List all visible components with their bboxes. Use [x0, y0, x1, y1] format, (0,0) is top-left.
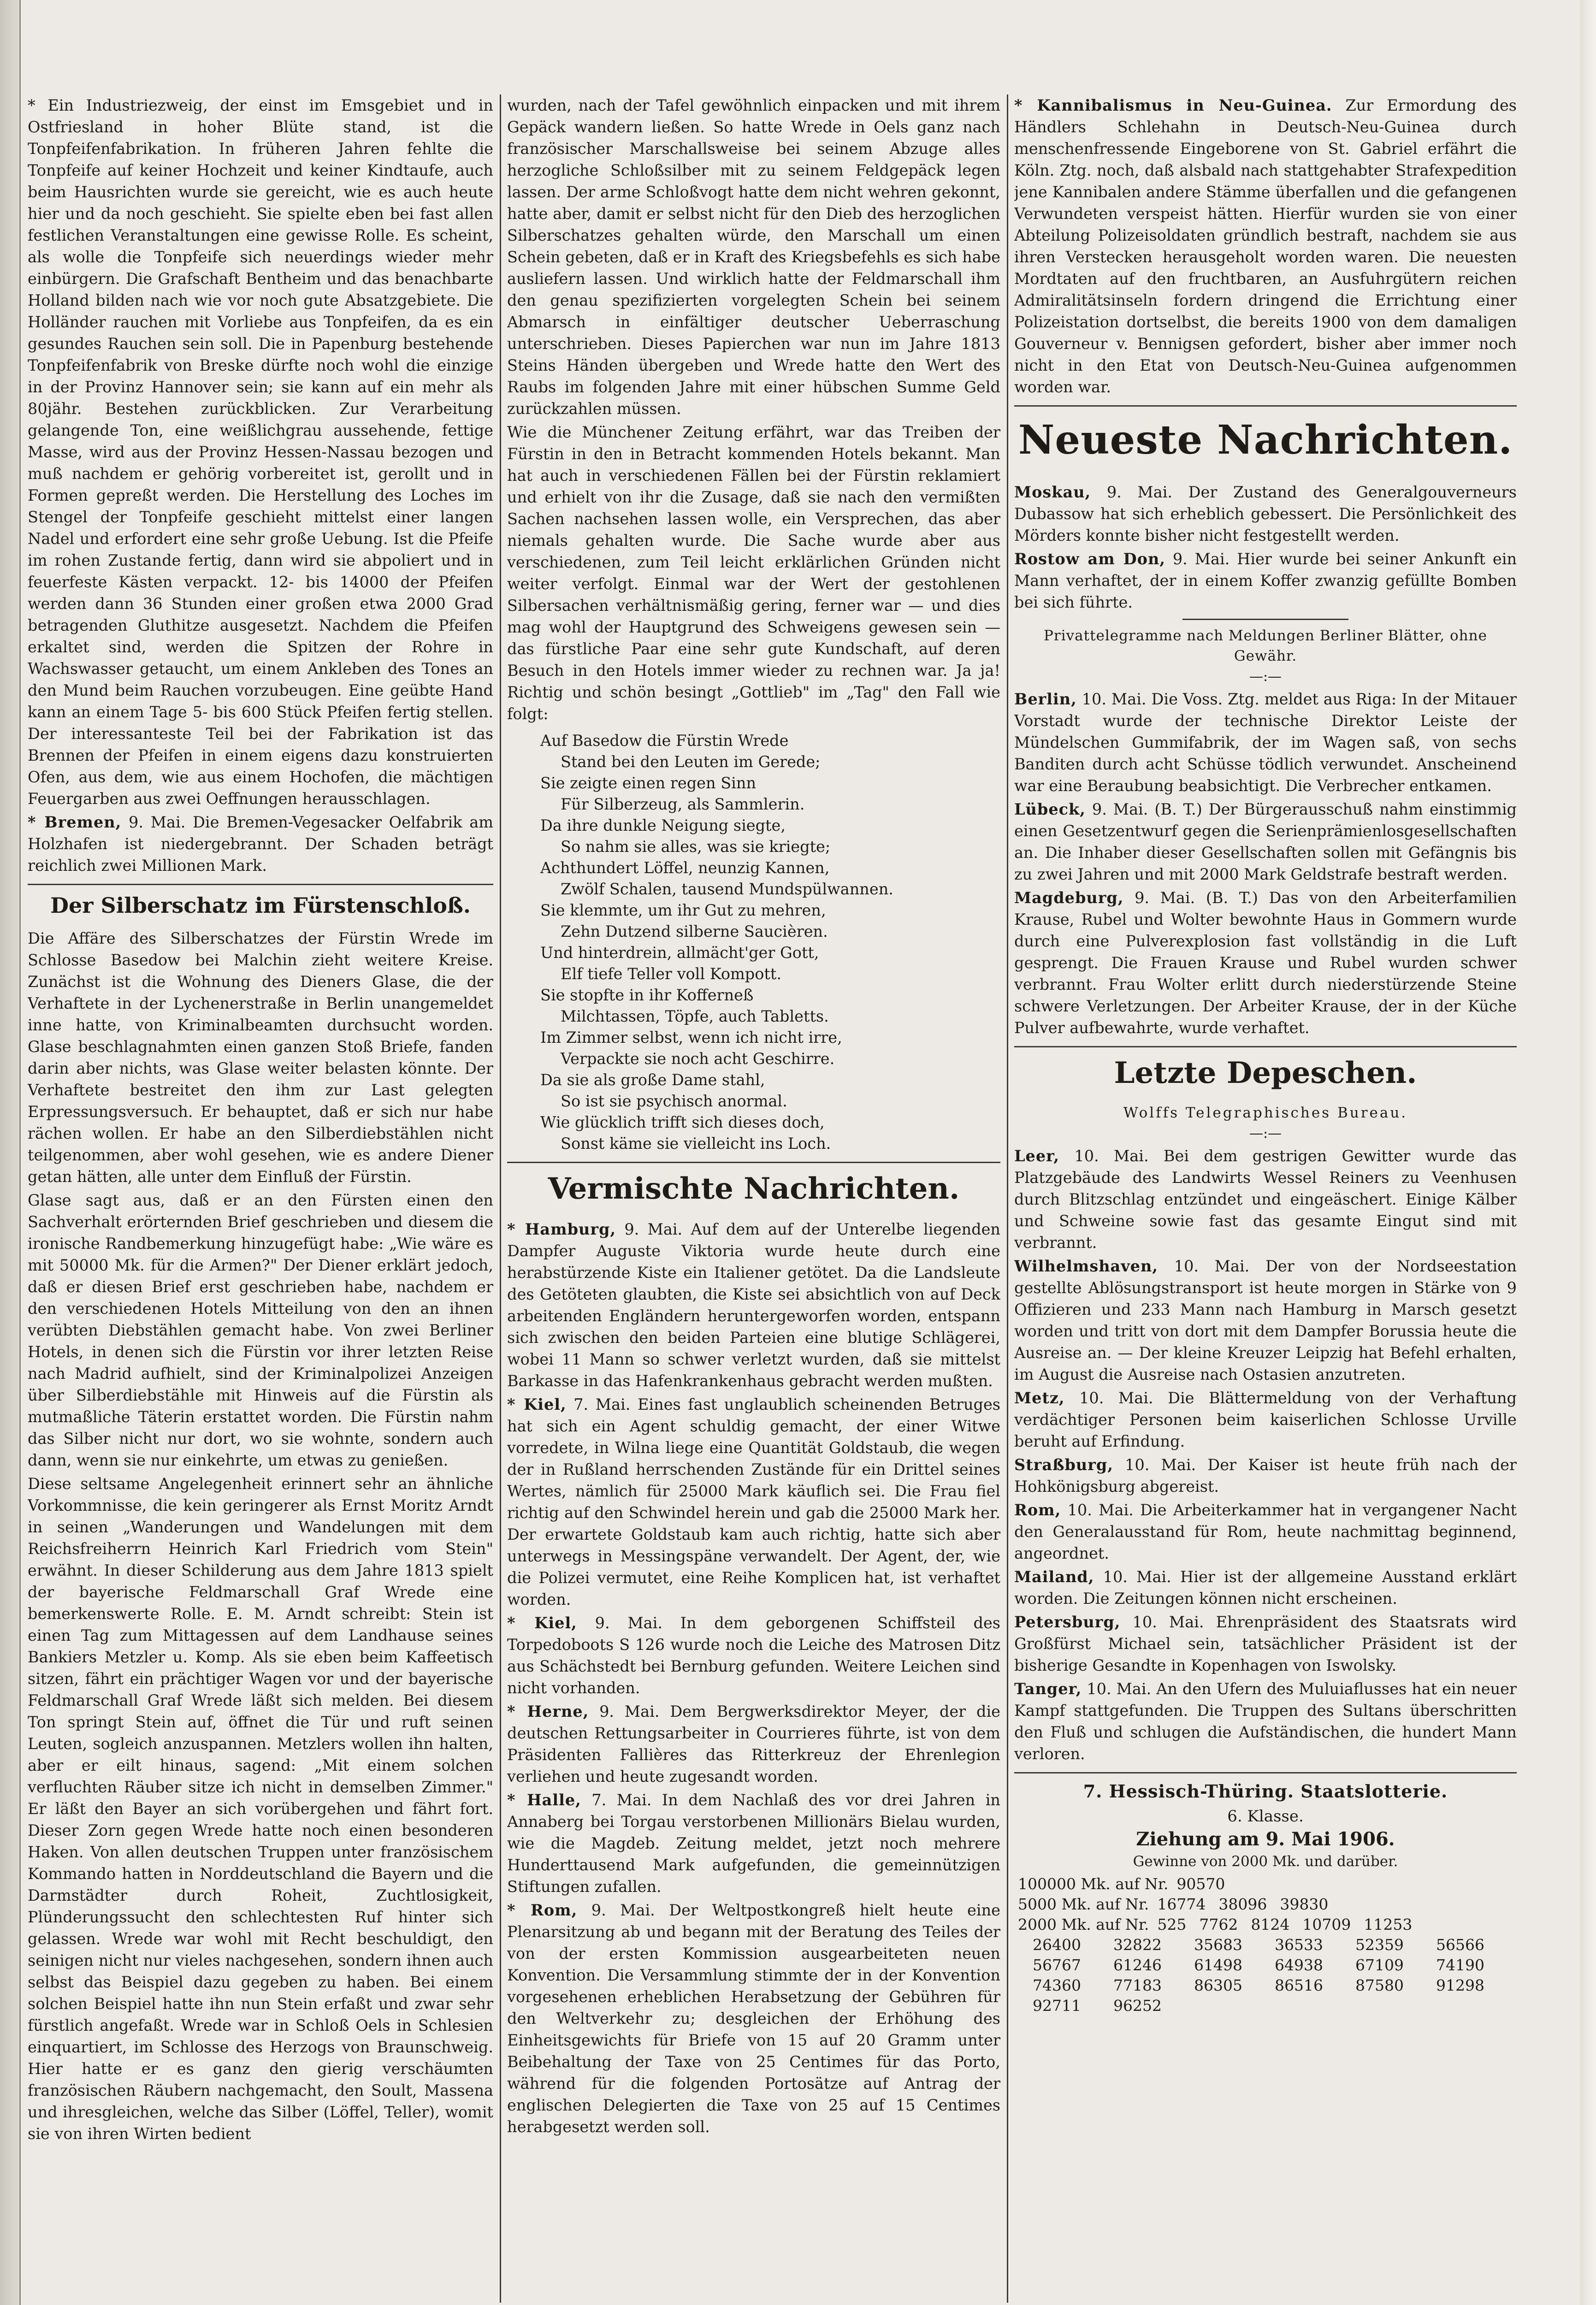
poem-line: Auf Basedow die Fürstin Wrede: [540, 732, 789, 750]
lottery-number: 67109: [1355, 1956, 1404, 1974]
paragraph-text: 9. Mai. Die Bremen-Vegesacker Oelfabrik am Holzhafen ist niedergebrannt. Der Schaden beträgt reichlich zwei Millionen Mark.: [28, 813, 493, 875]
paragraph-lead: Lübeck,: [1014, 800, 1086, 818]
section-divider: [1014, 1772, 1517, 1773]
paragraph-lead: * Bremen,: [28, 813, 122, 831]
lottery-section: [1014, 1780, 1517, 2016]
news-paragraph: [28, 95, 493, 810]
news-paragraph: [1014, 887, 1517, 1039]
news-paragraph: [1014, 1566, 1517, 1609]
news-paragraph: [507, 1899, 1000, 2138]
lottery-draw-date: Ziehung am 9. Mai 1906.: [1136, 1828, 1395, 1850]
paragraph-text: 10. Mai. An den Ufern des Muluiaflusses hat ein neuer Kampf stattgefunden. Die Truppen des Sultans überschritten den Fluß und schlugen die Aufständischen, die hundert Mann verloren.: [1014, 1680, 1517, 1763]
news-paragraph: [507, 1612, 1000, 1699]
lottery-number: 525: [1157, 1915, 1187, 1933]
silver-heading: Der Silberschatz im Fürstenschloß.: [50, 893, 471, 918]
paragraph-lead: Moskau,: [1014, 483, 1091, 501]
poem-line: Sie stopfte in ihr Kofferneß: [540, 986, 754, 1004]
news-paragraph: [507, 1789, 1000, 1897]
column-3: [1014, 95, 1517, 2303]
paragraph-lead: * Herne,: [507, 1702, 589, 1720]
poem-line: Wie glücklich trifft sich dieses doch,: [540, 1113, 825, 1131]
poem-line: Zwölf Schalen, tausend Mundspülwannen.: [561, 880, 893, 898]
paragraph-lead: * Hamburg,: [507, 1220, 616, 1238]
lottery-row: [1014, 1915, 1517, 1935]
lottery-number: 77183: [1113, 1976, 1162, 1994]
column-2: [507, 95, 1000, 2303]
poem-line: Und hinterdrein, allmächt'ger Gott,: [540, 944, 819, 962]
lottery-number: 87580: [1355, 1976, 1404, 1994]
lottery-number: 16774: [1157, 1895, 1206, 1913]
poem-line: Da sie als große Dame stahl,: [540, 1071, 765, 1089]
section-divider: [1014, 405, 1517, 407]
paragraph-text: 9. Mai. Auf dem auf der Unterelbe liegenden Dampfer Auguste Viktoria wurde heute durch eine herabstürzende Kiste ein Italiener getötet. Da die Landsleute des Getöteten glaubten, die Kiste sei absichtlich von auf Deck arbeitenden Engländern heruntergeworfen worden, entspann sich zwischen den beiden Parteien eine blutige Schlägerei, wobei 11 Mann so schwer verletzt wurden, daß sie mittelst Barkasse in das Hafenkrankenhaus gebracht werden mußten.: [507, 1220, 1000, 1390]
paragraph-text: 7. Mai. Eines fast unglaublich scheinenden Betruges hat sich ein Agent schuldig gemacht, der einer Witwe vorredete, in Wilna liege eine Quantität Goldstaub, die wegen der in Rußland herrschenden Zustände für ein Drittel seines Wertes, nämlich für 25000 Mark käuflich sei. Die Frau fiel richtig auf den Schwindel herein und gab die 25000 Mark her. Der erwartete Goldstaub kam auch richtig, hatte sich aber unterwegs in Messingspäne verwandelt. Der Agent, der, wie die Polizei vermutet, eine Reihe Komplicen hat, ist verhaftet worden.: [507, 1395, 1000, 1608]
news-paragraph: [507, 1394, 1000, 1610]
paragraph-text: 10. Mai. Hier ist der allgemeine Ausstand erklärt worden. Die Zeitungen können nicht erscheinen.: [1014, 1568, 1517, 1608]
lottery-note: Gewinne von 2000 Mk. und darüber.: [1133, 1853, 1398, 1870]
paragraph-text: Zur Ermordung des Händlers Schlehahn in Deutsch-Neu-Guinea durch menschenfressende Eingeborene von St. Gabriel erfährt die Köln. Ztg. noch, daß alsbald nach stattgehabter Strafexpedition jene Kannibalen andere Stämme überfallen und die gefangenen Verwundeten verspeist hätten. Hierfür wurden sie von einer Abteilung Polizeisoldaten gründlich bestraft, nachdem sie aus ihren Verstecken herausgeholt worden waren. Die neuesten Mordtaten auf den fruchtbaren, an Ausfuhrgütern reichen Admiralitätsinseln fordern dringend die Errichtung einer Polizeistation dortselbst, die bereits 1900 von dem damaligen Gouverneur v. Bennigsen gefordert, bisher aber immer noch nicht in den Etat von Deutsch-Neu-Guinea aufgenommen worden war.: [1014, 96, 1517, 396]
lottery-number: 38096: [1218, 1895, 1267, 1913]
lottery-number: 52359: [1355, 1936, 1404, 1954]
paragraph-lead: Petersburg,: [1014, 1613, 1121, 1631]
lottery-number: 61498: [1194, 1956, 1242, 1974]
section-divider: [1014, 1046, 1517, 1047]
lottery-number: 96252: [1113, 1997, 1162, 2015]
news-paragraph: [1014, 481, 1517, 546]
lottery-number: 10709: [1302, 1915, 1351, 1933]
lottery-number: 90570: [1176, 1875, 1225, 1893]
paragraph-text: 10. Mai. Die Blättermeldung von der Verhaftung verdächtiger Personen beim kaiserlichen Schlosse Urville beruht auf Erfindung.: [1014, 1389, 1517, 1450]
lottery-number: 56566: [1436, 1936, 1484, 1954]
news-paragraph: [1014, 1387, 1517, 1452]
lottery-number: 8124: [1251, 1915, 1290, 1933]
poem-line: Achthundert Löffel, neunzig Kannen,: [540, 859, 830, 877]
poem-line: Verpackte sie noch acht Geschirre.: [561, 1050, 835, 1068]
paragraph-lead: Mailand,: [1014, 1568, 1094, 1586]
separator: —:—: [1249, 1125, 1282, 1141]
lottery-title: 7. Hessisch-Thüring. Staatslotterie.: [1083, 1781, 1448, 1802]
news-paragraph: [1014, 1611, 1517, 1676]
poem-line: Sie klemmte, um ihr Gut zu mehren,: [540, 901, 826, 919]
news-paragraph: [1014, 1454, 1517, 1497]
previous-page-edge: [0, 0, 21, 2305]
article-paragraph: Diese seltsame Angelegenheit erinnert sehr an ähnliche Vorkommnisse, die kein geringerer als Ernst Moritz Arndt in seinen „Wanderungen und Wandelungen mit dem Reichsfreiherrn Heinrich Karl Friedrich vom Stein" erwähnt. In dieser Schilderung aus dem Jahre 1813 spielt der bayerische Feldmarschall Graf Wrede eine bemerkenswerte Rolle. E. M. Arndt schreibt: Stein ist einen Tag zum Mittagessen auf dem Landhause seines Bankiers Metzler u. Komp. Als sie eben beim Kaffeetisch sitzen, fährt ein prächtiger Wagen vor und der bayerische Feldmarschall Graf Wrede läßt sich melden. Bei diesem Ton springt Stein auf, öffnet die Tür und ruft seinen Leuten, sogleich anzuspannen. Metzlers wollen ihn halten, aber er eilt hinaus, sagend: „Mit einem solchen verfluchten Räuber sitze ich nicht in demselben Zimmer." Er läßt den Bayer an sich vorübergehen und fährt fort. Dieser Zorn gegen Wrede hatte noch einen besonderen Haken. Von allen deutschen Truppen unter französischem Kommando hatten in Norddeutschland die Bayern und die Darmstädter durch Roheit, Zuchtlosigkeit, Plünderungssucht den schlechtesten Ruf hinter sich gelassen. Wrede war wohl mit Recht beschuldigt, den seinigen nicht nur vieles nachgesehen, sondern ihnen auch selbst das Beispiel dazu gegeben zu haben. Bei einem solchen Beispiel hatte ihn nun Stein erfaßt und zwar sehr fürstlich angefaßt. Wrede war in Schloß Oels in Schlesien einquartiert, im Schlosse des Herzogs von Braunschweig. Hier hatte er es ganz den gierig verschäumten französischen Räubern nachgemacht, den Soult, Massena und ihresgleichen, welche das Silber (Löffel, Teller), womit sie von ihren Wirten bedient: [28, 1475, 493, 2143]
paragraph-text: 10. Mai. Die Voss. Ztg. meldet aus Riga: In der Mitauer Vorstadt wurde der technische Direktor Leiste der Mündelschen Gummifabrik, der im Wagen saß, von sechs Banditen durch acht Schüsse tödlich verwundet. Anscheinend war eine Beraubung beabsichtigt. Die Verbrecher entkamen.: [1014, 690, 1517, 795]
silver-article: [28, 928, 493, 2145]
newspaper-page: [28, 95, 1558, 2303]
lottery-number: 86305: [1194, 1976, 1242, 1994]
lottery-number-grid: [1014, 1935, 1517, 2016]
news-paragraph: [1014, 1255, 1517, 1385]
lottery-number: 86516: [1275, 1976, 1323, 1994]
poem-line: Sie zeigte einen regen Sinn: [540, 774, 757, 792]
private-telegrams: [1014, 688, 1517, 1039]
news-paragraph: [1014, 688, 1517, 797]
lottery-number: 26400: [1033, 1936, 1081, 1954]
lottery-number: 32822: [1113, 1936, 1162, 1954]
lottery-number: 61246: [1113, 1956, 1162, 1974]
paragraph-text: 9. Mai. Dem Bergwerksdirektor Meyer, der die deutschen Rettungsarbeiter in Courrieres führte, ist von dem Präsidenten Fallières das Ritterkreuz der Ehrenlegion verliehen und heute zugesandt worden.: [507, 1702, 1000, 1785]
dispatch-heading: Letzte Depeschen.: [1114, 1056, 1417, 1090]
poem-line: Sonst käme sie vielleicht ins Loch.: [561, 1135, 831, 1152]
paragraph-text: 9. Mai. Der Weltpostkongreß hielt heute eine Plenarsitzung ab und begann mit der Beratung des Teiles der von der ersten Kommission ausgearbeiteten neuen Konvention. Die Versammlung stimmte der in der Konvention vorgesehenen erheblichen Herabsetzung der Gebühren für den Weltverkehr zu; desgleichen der Erhöhung des Einheitsgewichts für Briefe von 15 auf 20 Gramm unter Beibehaltung der Taxe von 25 Centimes für das Porto, während für die folgenden Portosätze auf Antrag der englischen Delegierten die Taxe von 25 auf 15 Centimes herabgesetzt werden soll.: [507, 1901, 1000, 2136]
lottery-number: 74190: [1436, 1956, 1484, 1974]
news-paragraph: [1014, 548, 1517, 613]
news-paragraph: [507, 1218, 1000, 1392]
poem-line: So ist sie psychisch anormal.: [561, 1092, 787, 1110]
lottery-number: 36533: [1275, 1936, 1323, 1954]
paragraph-lead: Leer,: [1014, 1147, 1060, 1165]
paragraph-text: * Ein Industriezweig, der einst im Emsgebiet und in Ostfriesland in hoher Blüte stand, ist die Tonpfeifenfabrikation. In früheren Jahren fehlte die Tonpfeife auf keiner Hochzeit und keiner Kindtaufe, auch beim Hausrichten wurde sie gereicht, wie es auch heute hier und da noch geschieht. Sie spielte eben bei fast allen festlichen Veranstaltungen eine gewisse Rolle. Es scheint, als wolle die Tonpfeife sich neuerdings wieder mehr einbürgern. Die Grafschaft Bentheim und das benachbarte Holland bilden nach wie vor noch gute Absatzgebiete. Die Holländer rauchen mit Vorliebe aus Tonpfeifen, da es ein gesundes Rauchen sein soll. Die in Papenburg bestehende Tonpfeifenfabrik von Breske dürfte noch wohl die einzige in der Provinz Hannover sein; sie kann auf ein mehr als 80jähr. Bestehen zurückblicken. Zur Verarbeitung gelangende Ton, eine weißlichgrau aussehende, fettige Masse, wird aus der Provinz Hessen-Nassau bezogen und muß nachdem er gehörig vorbereitet ist, gerollt und in Formen gepreßt werden. Die Herstellung des Loches im Stengel der Tonpfeife geschieht mittelst einer langen Nadel und erfordert eine sehr große Uebung. Ist die Pfeife im rohen Zustande fertig, dann wird sie abpoliert und in feuerfeste Kästen verpackt. 12- bis 14000 der Pfeifen werden dann 36 Stunden einer großen etwa 2000 Grad betragenden Gluthitze ausgesetzt. Nachdem die Pfeifen erkaltet sind, werden die Spitzen der Rohre in Wachswasser getaucht, um einem Ankleben des Tones an den Mund beim Rauchen vorzubeugen. Eine geübte Hand kann an einem Tage 5- bis 600 Stück Pfeifen fertig stellen. Der interessanteste Teil bei der Fabrikation ist das Brennen der Pfeifen in einem eigens dazu konstruierten Ofen, aus dem, wie aus einem Hochofen, die mächtigen Feuergarben aus zwei Oeffnungen herausschlagen.: [28, 96, 493, 808]
poem-line: Zehn Dutzend silberne Saucièren.: [561, 922, 828, 940]
paragraph-text: 9. Mai. In dem geborgenen Schiffsteil des Torpedoboots S 126 wurde noch die Leiche des Matrosen Ditz aus Schächstedt bei Bernburg gefunden. Weitere Leichen sind nicht vorhanden.: [507, 1614, 1000, 1697]
dispatches: [1014, 1145, 1517, 1765]
mixed-news: [507, 1218, 1000, 2138]
lottery-rows: [1014, 1874, 1517, 1935]
news-paragraph: [1014, 1145, 1517, 1253]
paragraph-text: 9. Mai. (B. T.) Das von den Arbeiterfamilien Krause, Rubel und Wolter bewohnte Haus in Gommern wurde durch eine Pulverexplosion fast vollständig in die Luft gesprengt. Die Frauen Krause und Rubel wurden schwer verbrannt. Frau Wolter erlitt durch niederstürzende Steine schwere Verletzungen. Der Arbeiter Krause, der in der Küche Pulver aufbewahrte, wurde verhaftet.: [1014, 889, 1517, 1037]
news-paragraph: [507, 1701, 1000, 1787]
paragraph-text: 9. Mai. Der Zustand des Generalgouverneurs Dubassow hat sich erheblich gebessert. Die Persönlichkeit des Mörders konnte bisher nicht festgestellt werden.: [1014, 483, 1517, 544]
lottery-number: 64938: [1275, 1956, 1323, 1974]
paragraph-text: 9. Mai. Hier wurde bei seiner Ankunft ein Mann verhaftet, der in einem Koffer zwanzig gefüllte Bomben bei sich führte.: [1014, 550, 1517, 611]
dispatch-subheading: Wolffs Telegraphisches Bureau.: [1123, 1105, 1408, 1121]
lottery-class: 6. Klasse.: [1227, 1807, 1304, 1826]
poem: [540, 730, 1000, 1154]
poem-line: Für Silberzeug, als Sammlerin.: [561, 795, 805, 813]
latest-news: [1014, 481, 1517, 613]
poem-line: Milchtassen, Töpfe, auch Tabletts.: [561, 1007, 829, 1025]
lottery-number: 39830: [1280, 1895, 1329, 1913]
lottery-number: 92711: [1033, 1997, 1081, 2015]
paragraph-text: 10. Mai. Der von der Nordseestation gestellte Ablösungstransport ist heute morgen in Stärke von 9 Offizieren und 233 Mann nach Hamburg in Marsch gesetzt worden und tritt von dort mit dem Dampfer Borussia heute die Ausreise an. — Der kleine Kreuzer Leipzig hat Befehl erhalten, im August die Ausreise nach Ostasien anzutreten.: [1014, 1257, 1517, 1383]
column-rule-2: [1007, 95, 1008, 2303]
lottery-row-label: 100000 Mk. auf Nr.: [1018, 1875, 1169, 1893]
poem-line: So nahm sie alles, was sie kriegte;: [561, 838, 831, 856]
paragraph-text: 7. Mai. In dem Nachlaß des vor drei Jahren in Annaberg bei Torgau verstorbenen Millionärs Bielau wurden, wie die Magdeb. Zeitung meldet, jetzt noch mehrere Hunderttausend Mark aufgefunden, die gemeinnützigen Stiftungen zufallen.: [507, 1791, 1000, 1896]
news-paragraph: [1014, 798, 1517, 885]
lottery-number: 35683: [1194, 1936, 1242, 1954]
article-paragraph: Glase sagt aus, daß er an den Fürsten einen den Sachverhalt erörternden Brief geschrieben und diesem die ironische Randbemerkung hinzugefügt habe: „Wie wäre es mit 50000 Mk. für die Armen?" Der Diener erklärt jedoch, daß er diesen Brief erst geschrieben habe, nachdem er den verschiedenen Hotels Mitteilung von den an ihnen verübten Diebstählen gemacht habe. Von zwei Berliner Hotels, in denen sich die Fürstin vor ihrer letzten Reise nach Madrid aufhielt, sind der Kriminalpolizei Anzeigen über Silberdiebstähle mit Hinweis auf die Fürstin als mutmaßliche Täterin erstattet worden. Die Fürstin nahm das Silber nicht nur dort, wo sie wohnte, sondern auch dann, wenn sie nur einkehrte, um etwas zu genießen.: [28, 1191, 493, 1469]
lottery-number: 56767: [1033, 1956, 1081, 1974]
separator: —:—: [1249, 668, 1282, 685]
lottery-number: 7762: [1199, 1915, 1238, 1933]
paragraph-lead: * Kiel,: [507, 1395, 567, 1413]
lottery-row-label: 5000 Mk. auf Nr.: [1018, 1895, 1149, 1913]
poem-line: Stand bei den Leuten im Gerede;: [561, 753, 821, 771]
latest-news-heading: Neueste Nachrichten.: [1018, 417, 1513, 463]
poem-line: Elf tiefe Teller voll Kompott.: [561, 965, 781, 983]
poem-line: Da ihre dunkle Neigung siegte,: [540, 816, 786, 834]
column-1-intro: [28, 95, 493, 876]
section-divider: [507, 1162, 1000, 1163]
article-paragraph: Die Affäre des Silberschatzes der Fürstin Wrede im Schlosse Basedow bei Malchin zieht weitere Kreise. Zunächst ist die Wohnung des Dieners Glase, die der Verhaftete in der Lychenerstraße in Berlin unangemeldet inne hatte, von Kriminalbeamten durchsucht worden. Glase beschlagnahmten einen ganzen Stoß Briefe, fanden darin aber nichts, was Glase weiter belasten könnte. Der Verhaftete bestreitet den ihm zur Last gelegten Erpressungsversuch. Er behauptet, daß er sich nur habe rächen wollen. Er habe an den Silberdiebstählen nicht teilgenommen, aber wohl gesehen, wie es andere Diener getan hätten, alle unter dem Einfluß der Fürstin.: [28, 929, 493, 1186]
paragraph-lead: Rostow am Don,: [1014, 550, 1165, 568]
lottery-row: [1014, 1894, 1517, 1915]
short-divider: [1182, 619, 1348, 620]
cannibal-paragraph: [1014, 95, 1517, 398]
paragraph-lead: Rom,: [1014, 1501, 1061, 1519]
page-right-edge: [1580, 0, 1596, 2305]
paragraph-lead: Berlin,: [1014, 690, 1077, 708]
paragraph-lead: Wilhelmshaven,: [1014, 1257, 1159, 1275]
poem-line: Im Zimmer selbst, wenn ich nicht irre,: [540, 1028, 842, 1046]
paragraph-lead: Metz,: [1014, 1389, 1065, 1407]
paragraph-text: 10. Mai. Bei dem gestrigen Gewitter wurde das Platzgebäude des Landwirts Wessel Reiners zu Veenhusen durch Blitzschlag entzündet und eingeäschert. Einige Kälber und Schweine sowie fast das gesamte Eingut sind mit verbrannt.: [1014, 1147, 1517, 1252]
paragraph-lead: Magdeburg,: [1014, 889, 1124, 907]
column-1: [28, 95, 493, 2303]
silver-munich-paragraph: Wie die Münchener Zeitung erfährt, war das Treiben der Fürstin in den in Betracht kommenden Hotels bekannt. Man hat auch in verschiedenen Fällen bei der Fürstin reklamiert und erhielt von ihr die Zusage, daß sie nach den vermißten Sachen nachsehen lassen wolle, ein Versprechen, das aber niemals gehalten wurde. Die Sache wurde aber aus verschiedenen, zum Teil leicht erklärlichen Gründen nicht weiter verfolgt. Einmal war der Wert der gestohlenen Silbersachen verhältnismäßig gering, ferner war — und dies mag wohl der Hauptgrund des Schweigens gewesen sein — das fürstliche Paar eine sehr gute Kundschaft, auf deren Besuch in den Hotels immer wieder zu rechnen war. Ja ja! Richtig und schön besingt „Gottlieb" im „Tag" den Fall wie folgt:: [507, 423, 1000, 723]
column-rule-1: [500, 95, 501, 2303]
paragraph-lead: * Halle,: [507, 1791, 581, 1809]
lottery-row-label: 2000 Mk. auf Nr.: [1018, 1915, 1149, 1933]
paragraph-text: 10. Mai. Die Arbeiterkammer hat in vergangener Nacht den Generalausstand für Rom, heute nachmittag beginnend, angeordnet.: [1014, 1501, 1517, 1562]
news-paragraph: [1014, 1499, 1517, 1564]
paragraph-lead: * Rom,: [507, 1901, 578, 1919]
paragraph-lead: * Kiel,: [507, 1614, 577, 1632]
private-telegrams-heading: Privattelegramme nach Meldungen Berliner Blätter, ohne Gewähr.: [1044, 627, 1487, 664]
mixed-news-heading: Vermischte Nachrichten.: [548, 1171, 960, 1206]
paragraph-text: 9. Mai. (B. T.) Der Bürgerausschuß nahm einstimmig einen Gesetzentwurf gegen die Serienprämienlosgesellschaften an. Die Inhaber dieser Gesellschaften sollen mit Gefängnis bis zu zwei Jahren und mit 2000 Mark Geldstrafe bestraft werden.: [1014, 800, 1517, 883]
paragraph-lead: Tanger,: [1014, 1680, 1082, 1698]
section-divider: [28, 884, 493, 885]
paragraph-text: 10. Mai. Ehrenpräsident des Staatsrats wird Großfürst Michael sein, tatsächlicher Präsident ist der bisherige Gesandte in Kopenhagen von Iswolsky.: [1014, 1613, 1517, 1674]
news-paragraph: [28, 811, 493, 876]
silver-continued-paragraph: wurden, nach der Tafel gewöhnlich einpacken und mit ihrem Gepäck wandern ließen. So hatte Wrede in Oels ganz nach französischer Marschallsweise bei seinem Abzuge alles herzogliche Schloßsilber mit zu seinem Feldgepäck legen lassen. Der arme Schloßvogt hatte dem nicht wehren gekonnt, hatte aber, damit er selbst nicht für den Dieb des herzoglichen Silberschatzes gehalten würde, den Marschall um einen Schein gebeten, daß er in Kraft des Kriegsbefehls es sich habe ausliefern lassen. Und wirklich hatte der Feldmarschall ihm den genau spezifizierten vorgelegten Schein bei seinem Abmarsch in einfältiger deutscher Ueberraschung unterschrieben. Dieses Papierchen war nun im Jahre 1813 Steins Händen übergeben und Wrede hatte den Wert des Raubs im folgenden Jahre mit einer hübschen Summe Geld zurückzahlen müssen.: [507, 96, 1000, 418]
news-paragraph: [1014, 1678, 1517, 1765]
lottery-number: 11253: [1364, 1915, 1413, 1933]
paragraph-lead: Straßburg,: [1014, 1456, 1113, 1474]
lottery-number: 91298: [1436, 1976, 1484, 1994]
lottery-number: 74360: [1033, 1976, 1081, 1994]
lottery-row: [1014, 1874, 1517, 1894]
paragraph-text: 10. Mai. Der Kaiser ist heute früh nach der Hohkönigsburg abgereist.: [1014, 1456, 1517, 1495]
paragraph-lead: * Kannibalismus in Neu-Guinea.: [1014, 96, 1332, 114]
